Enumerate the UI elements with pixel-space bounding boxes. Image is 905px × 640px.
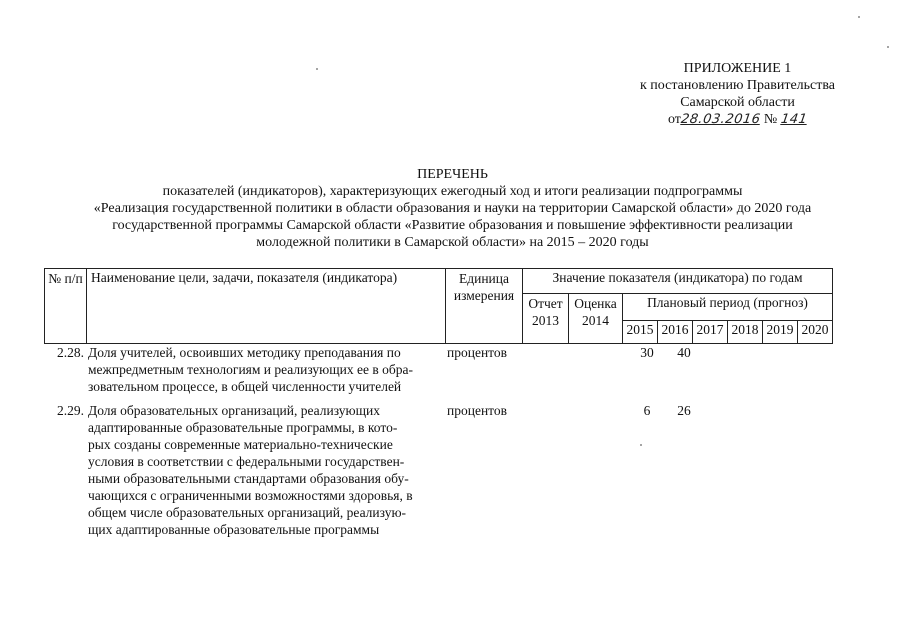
row-text-line: Доля образовательных организаций, реализующих bbox=[88, 403, 380, 418]
header-name: Наименование цели, задачи, показателя (индикатора) bbox=[87, 269, 446, 344]
row-value-2015: 30 bbox=[640, 345, 654, 360]
appendix-line-1: к постановлению Правительства bbox=[639, 78, 836, 93]
indicators-table-header bbox=[44, 268, 833, 344]
row-number: 2.29. bbox=[57, 403, 84, 418]
handwritten-date: 28.03.2016 bbox=[679, 112, 762, 127]
row-text-line: щих адаптированные образовательные программы bbox=[88, 522, 380, 537]
row-text-line: Доля учителей, освоивших методику преподавания по bbox=[88, 345, 401, 360]
row-number: 2.28. bbox=[57, 345, 84, 360]
header-year: 2017 bbox=[693, 321, 728, 344]
row-text-line: межпредметным технологиям и реализующих ее в обра- bbox=[88, 362, 413, 377]
row-text-line: условия в соответствии с федеральными государствен- bbox=[88, 454, 405, 469]
row-value-2015: 6 bbox=[643, 403, 651, 418]
row-text-line: адаптированные образовательные программы, в кото- bbox=[88, 420, 398, 435]
document-heading bbox=[40, 166, 865, 251]
row-indicator-name bbox=[88, 402, 442, 538]
heading-line-3: государственной программы Самарской области «Развитие образования и повышение эффективности реализации bbox=[112, 218, 793, 233]
appendix-title: ПРИЛОЖЕНИЕ 1 bbox=[683, 61, 792, 76]
row-indicator-name bbox=[88, 344, 442, 395]
scan-speck bbox=[858, 16, 860, 18]
heading-line-1: показателей (индикаторов), характеризующих ежегодный ход и итоги реализации подпрограммы bbox=[162, 184, 743, 199]
heading-line-4: молодежной политики в Самарской области» на 2015 – 2020 годы bbox=[256, 235, 649, 250]
appendix-block bbox=[610, 60, 865, 128]
header-unit: Единица измерения bbox=[446, 269, 523, 344]
header-year: 2015 bbox=[623, 321, 658, 344]
header-year: 2019 bbox=[763, 321, 798, 344]
row-unit: процентов bbox=[447, 345, 508, 360]
appendix-date-line bbox=[610, 111, 865, 128]
row-text-line: зовательном процессе, в общей численности учителей bbox=[88, 379, 402, 394]
row-text-line: ными образовательными стандартами образования обу- bbox=[88, 471, 409, 486]
scan-speck bbox=[887, 46, 889, 48]
date-prefix: от bbox=[667, 112, 681, 127]
header-report-2013: Отчет 2013 bbox=[523, 294, 569, 344]
header-year: 2020 bbox=[798, 321, 833, 344]
row-unit: процентов bbox=[447, 403, 508, 418]
header-estimate-2014: Оценка 2014 bbox=[569, 294, 623, 344]
handwritten-number: 141 bbox=[779, 112, 809, 127]
number-prefix: № bbox=[763, 112, 778, 127]
row-value-2016: 40 bbox=[677, 345, 691, 360]
header-plan-period: Плановый период (прогноз) bbox=[623, 294, 833, 321]
heading-line-2: «Реализация государственной политики в области образования и науки на территории Самарской области» до 2020 года bbox=[93, 201, 812, 216]
scan-speck bbox=[640, 444, 642, 446]
appendix-line-2: Самарской области bbox=[680, 95, 795, 110]
row-text-line: чающихся с ограниченными возможностями здоровья, в bbox=[88, 488, 413, 503]
header-year: 2018 bbox=[728, 321, 763, 344]
document-title: ПЕРЕЧЕНЬ bbox=[417, 167, 488, 182]
scan-speck bbox=[316, 68, 318, 70]
header-year: 2016 bbox=[658, 321, 693, 344]
row-text-line: общем числе образовательных организаций, реализую- bbox=[88, 505, 407, 520]
row-text-line: рых созданы современные материально-технические bbox=[88, 437, 393, 452]
header-values-by-year: Значение показателя (индикатора) по годам bbox=[523, 269, 833, 294]
row-value-2016: 26 bbox=[677, 403, 691, 418]
header-number: № п/п bbox=[45, 269, 87, 344]
